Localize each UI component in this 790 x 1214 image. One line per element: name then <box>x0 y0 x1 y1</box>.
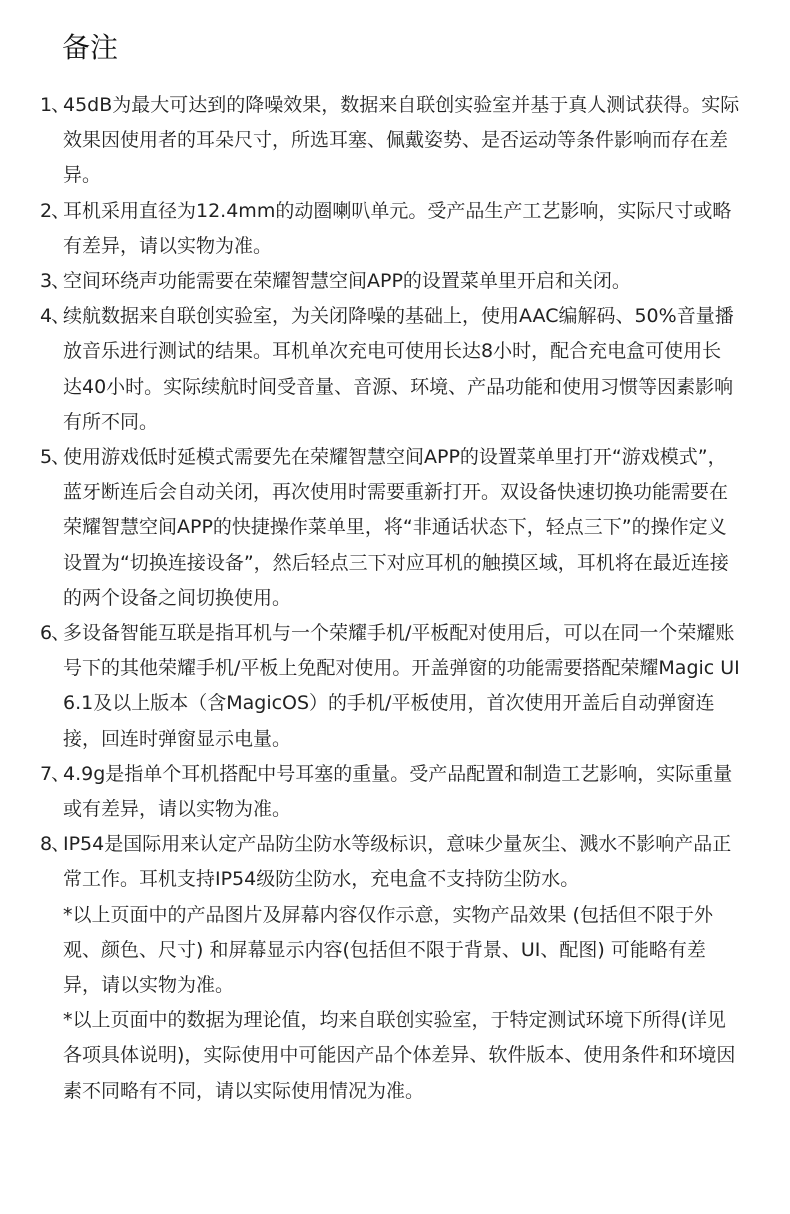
item-text: 45dB为最大可达到的降噪效果，数据来自联创实验室并基于真人测试获得。实际效果因使用者的耳朵尺寸，所选耳塞、佩戴姿势、是否运动等条件影响而存在差异。 <box>63 94 740 187</box>
item-text: 使用游戏低时延模式需要先在荣耀智慧空间APP的设置菜单里打开“游戏模式”，蓝牙断连后会自动关闭，再次使用时需要重新打开。双设备快速切换功能需要在荣耀智慧空间APP的快捷操作菜单里，将“非通话状态下，轻点三下”的操作定义设置为“切换连接设备”，然后轻点三下对应耳机的触摸区域，耳机将在最近连接的两个设备之间切换使用。 <box>63 446 729 609</box>
item-number: 4、 <box>40 305 70 328</box>
disclaimer-images: *以上页面中的产品图片及屏幕内容仅作示意，实物产品效果 (包括但不限于外观、颜色、尺寸) 和屏幕显示内容(包括但不限于背景、UI、配图) 可能略有差异，请以实物为准。 <box>63 903 713 997</box>
item-number: 1、 <box>40 94 70 116</box>
item-text: IP54是国际用来认定产品防尘防水等级标识，意味少量灰尘、溅水不影响产品正常工作。耳机支持IP54级防尘防水，充电盒不支持防尘防水。 <box>63 833 732 891</box>
remarks-list <box>40 88 740 1109</box>
disclaimer-data: *以上页面中的数据为理论值，均来自联创实验室，于特定测试环境下所得(详见各项具体说明)，实际使用中可能因产品个体差异、软件版本、使用条件和环境因素不同略有不同，请以实际使用情况为准。 <box>63 1009 736 1102</box>
remark-item-3 <box>40 264 740 299</box>
remark-item-6 <box>40 616 740 757</box>
item-number: 5、 <box>40 446 70 469</box>
item-number: 8、 <box>40 833 70 856</box>
remark-item-7 <box>40 757 740 827</box>
item-text: 空间环绕声功能需要在荣耀智慧空间APP的设置菜单里开启和关闭。 <box>63 270 631 293</box>
page-title: 备注 <box>62 31 119 64</box>
item-text: 耳机采用直径为12.4mm的动圈喇叭单元。受产品生产工艺影响，实际尺寸或略有差异，请以实物为准。 <box>63 199 732 257</box>
remark-item-2 <box>40 194 740 264</box>
item-text: 续航数据来自联创实验室，为关闭降噪的基础上，使用AAC编解码、50%音量播放音乐进行测试的结果。耳机单次充电可使用长达8小时，配合充电盒可使用长达40小时。实际续航时间受音量、音源、环境、产品功能和使用习惯等因素影响有所不同。 <box>63 305 734 433</box>
item-text: 4.9g是指单个耳机搭配中号耳塞的重量。受产品配置和制造工艺影响，实际重量或有差异，请以实物为准。 <box>63 762 733 821</box>
remark-item-4 <box>40 299 740 440</box>
item-text: 多设备智能互联是指耳机与一个荣耀手机/平板配对使用后，可以在同一个荣耀账号下的其他荣耀手机/平板上免配对使用。开盖弹窗的功能需要搭配荣耀Magic UI 6.1及以上版本（含MagicOS）的手机/平板使用，首次使用开盖后自动弹窗连接，回连时弹窗显示电量。 <box>63 622 740 750</box>
remark-item-8 <box>40 827 740 897</box>
item-number: 6、 <box>40 622 70 645</box>
remark-item-1 <box>40 88 740 194</box>
item-number: 2、 <box>40 199 70 222</box>
item-number: 3、 <box>40 270 70 293</box>
item-number: 7、 <box>40 762 70 785</box>
remark-item-5 <box>40 440 740 616</box>
